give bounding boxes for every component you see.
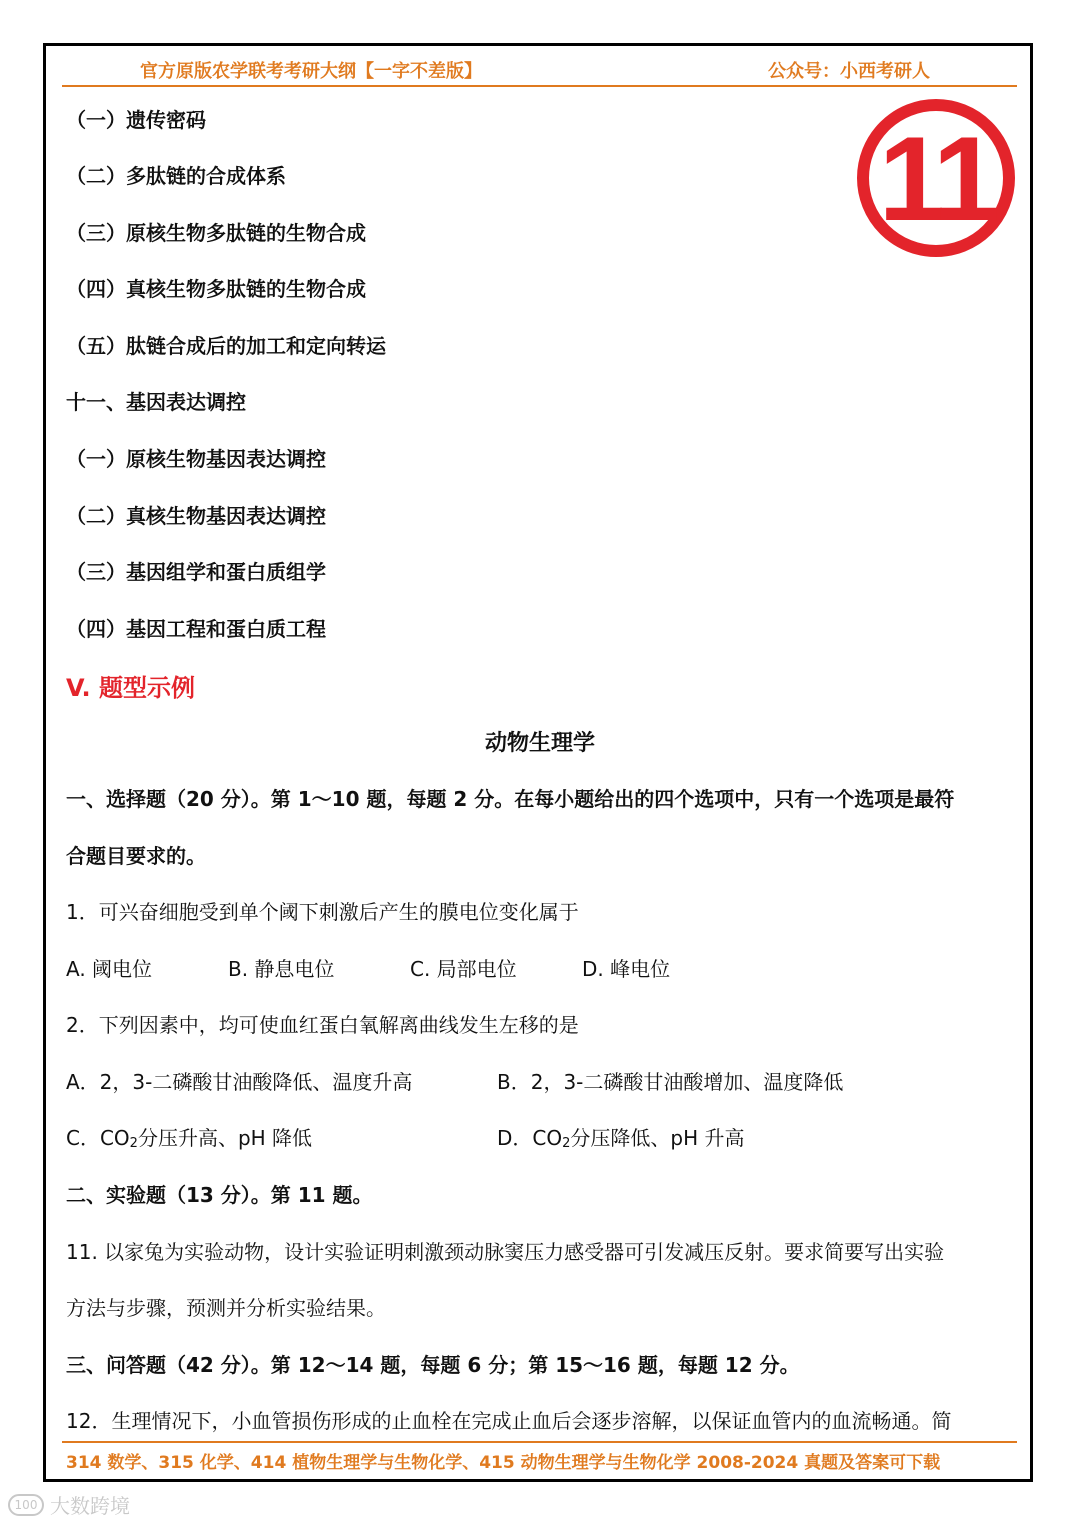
section-heading: V. 题型示例 xyxy=(66,674,195,702)
q2-option-c-pre: C．CO xyxy=(66,1126,130,1150)
q2-option-d-sub: 2 xyxy=(562,1136,571,1151)
outline-item: （三）原核生物多肽链的生物合成 xyxy=(66,221,366,245)
outline-item: （四）基因工程和蛋白质工程 xyxy=(66,617,326,641)
outline-item: （三）基因组学和蛋白质组学 xyxy=(66,560,326,584)
q2-option-d-post: 分压降低、pH 升高 xyxy=(570,1126,745,1150)
question-12-line-1: 12．生理情况下，小血管损伤形成的止血栓在完成止血后会逐步溶解，以保证血管内的血流畅通。简 xyxy=(66,1409,952,1433)
outline-item: （五）肽链合成后的加工和定向转运 xyxy=(66,334,386,358)
q1-option-b: B. 静息电位 xyxy=(228,957,335,981)
outline-chapter: 十一、基因表达调控 xyxy=(66,390,246,414)
outline-item: （一）原核生物基因表达调控 xyxy=(66,447,326,471)
question-11-line-1: 11. 以家兔为实验动物，设计实验证明刺激颈动脉窦压力感受器可引发减压反射。要求简要写出实验 xyxy=(66,1240,945,1264)
watermark xyxy=(8,1490,130,1519)
q2-option-c-sub: 2 xyxy=(129,1136,138,1151)
page-border xyxy=(43,43,1033,1482)
outline-item: （一）遗传密码 xyxy=(66,108,206,132)
watermark-logo-icon: 100 xyxy=(8,1494,44,1516)
q1-option-d: D. 峰电位 xyxy=(582,957,671,981)
outline-item: （四）真核生物多肽链的生物合成 xyxy=(66,277,366,301)
q2-option-b: B．2，3-二磷酸甘油酸增加、温度降低 xyxy=(497,1070,844,1094)
q2-option-d xyxy=(497,1122,744,1151)
subject-title: 动物生理学 xyxy=(484,731,595,756)
choice-heading: 一、选择题（20 分）。第 1～10 题，每题 2 分。在每小题给出的四个选项中，只有一个选项是最符 xyxy=(66,787,955,811)
q2-option-a: A．2，3-二磷酸甘油酸降低、温度升高 xyxy=(66,1070,413,1094)
experiment-heading: 二、实验题（13 分）。第 11 题。 xyxy=(66,1183,373,1207)
q2-option-d-pre: D．CO xyxy=(497,1126,563,1150)
question-11-line-2: 方法与步骤，预测并分析实验结果。 xyxy=(66,1296,386,1320)
header-account: 公众号：小西考研人 xyxy=(768,61,930,82)
footer-divider xyxy=(62,1441,1017,1443)
header-title: 官方原版农学联考考研大纲【一字不差版】 xyxy=(140,61,482,82)
q2-option-c-post: 分压升高、pH 降低 xyxy=(137,1126,313,1150)
outline-item: （二）多肽链的合成体系 xyxy=(66,164,286,188)
q1-option-c: C. 局部电位 xyxy=(410,957,517,981)
q1-option-a: A. 阈电位 xyxy=(66,957,153,981)
header-divider xyxy=(62,85,1017,87)
choice-heading-cont: 合题目要求的。 xyxy=(66,844,206,868)
question-1-stem: 1．可兴奋细胞受到单个阈下刺激后产生的膜电位变化属于 xyxy=(66,900,579,924)
badge-number: 11 xyxy=(878,112,994,246)
page-number-badge xyxy=(857,99,1015,257)
question-2-stem: 2．下列因素中，均可使血红蛋白氧解离曲线发生左移的是 xyxy=(66,1013,579,1037)
footer-note: 314 数学、315 化学、414 植物生理学与生物化学、415 动物生理学与生物化学 2008-2024 真题及答案可下载 xyxy=(66,1453,941,1473)
watermark-text: 大数跨境 xyxy=(50,1494,130,1518)
q2-option-c xyxy=(66,1122,312,1151)
qa-heading: 三、问答题（42 分）。第 12～14 题，每题 6 分；第 15～16 题，每题 12 分。 xyxy=(66,1353,800,1377)
outline-item: （二）真核生物基因表达调控 xyxy=(66,504,326,528)
